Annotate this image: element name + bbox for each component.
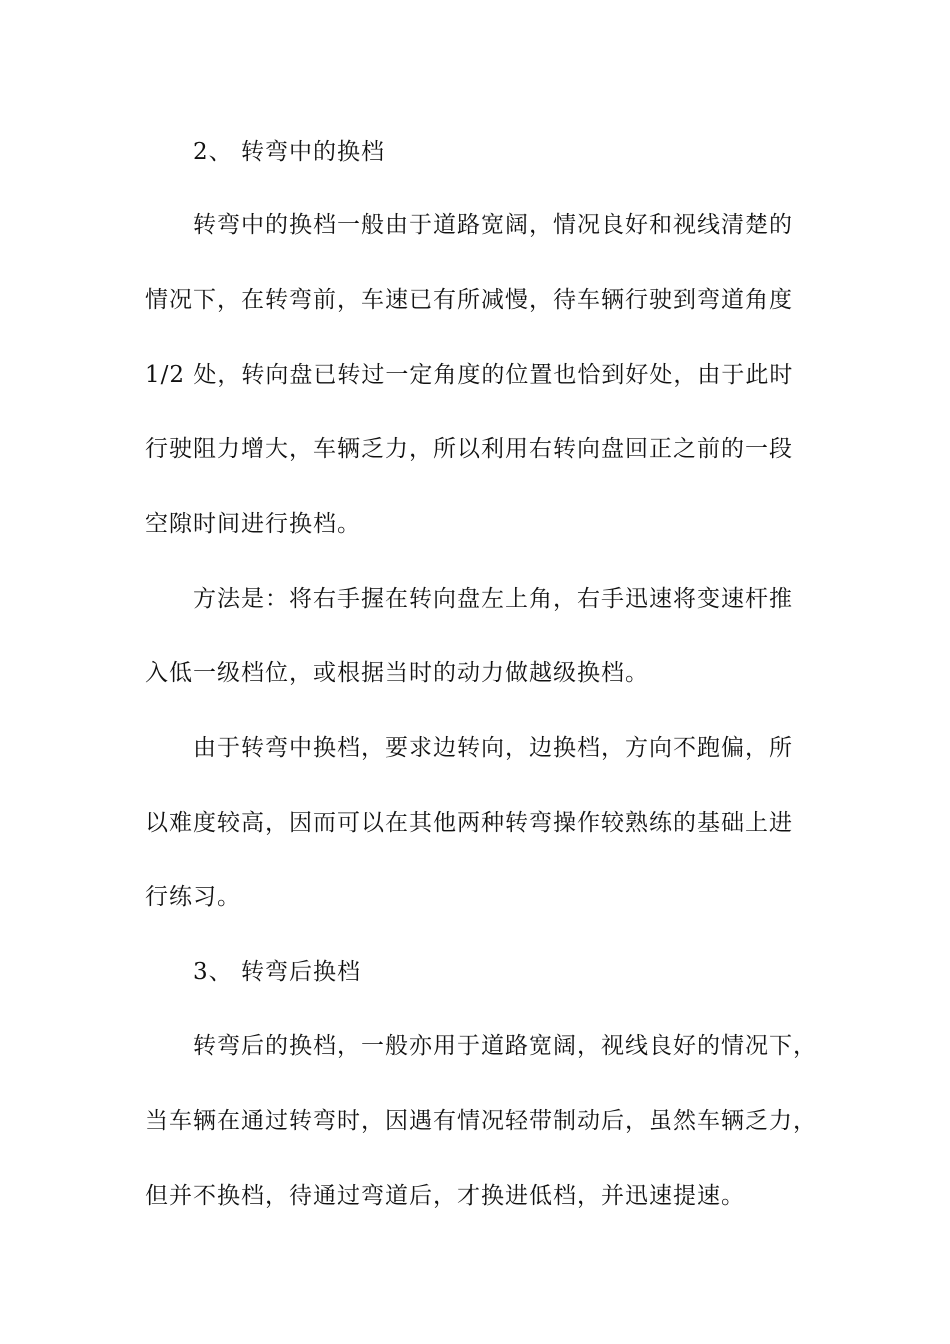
paragraph-line: 转弯中的换档一般由于道路宽阔，情况良好和视线清楚的 — [193, 212, 793, 238]
section-heading — [0, 957, 950, 987]
paragraph-line: 行驶阻力增大，车辆乏力，所以利用右转向盘回正之前的一段 — [145, 436, 793, 462]
section-number: 2、 — [193, 139, 233, 165]
paragraph-line: 空隙时间进行换档。 — [145, 511, 361, 537]
paragraph-line: 由于转弯中换档，要求边转向，边换档，方向不跑偏，所 — [193, 735, 793, 761]
section-number: 3、 — [193, 959, 233, 985]
paragraph-line: 入低一级档位，或根据当时的动力做越级换档。 — [145, 660, 649, 686]
paragraph-line: 情况下，在转弯前，车速已有所减慢，待车辆行驶到弯道角度 — [145, 287, 793, 313]
paragraph-line: 转弯后的换档，一般亦用于道路宽阔，视线良好的情况下， — [193, 1033, 817, 1059]
paragraph-line: 当车辆在通过转弯时，因遇有情况轻带制动后，虽然车辆乏力， — [145, 1108, 817, 1134]
paragraph-line: 以难度较高，因而可以在其他两种转弯操作较熟练的基础上进 — [145, 810, 793, 836]
paragraph-line: 行练习。 — [145, 884, 241, 910]
section-title: 转弯后换档 — [241, 959, 361, 985]
section-heading — [0, 137, 950, 167]
section-title: 转弯中的换档 — [241, 139, 385, 165]
paragraph-line: 1/2 处，转向盘已转过一定角度的位置也恰到好处，由于此时 — [145, 362, 794, 388]
paragraph-line: 方法是：将右手握在转向盘左上角，右手迅速将变速杆推 — [193, 586, 793, 612]
paragraph-line: 但并不换档，待通过弯道后，才换进低档，并迅速提速。 — [145, 1183, 745, 1209]
